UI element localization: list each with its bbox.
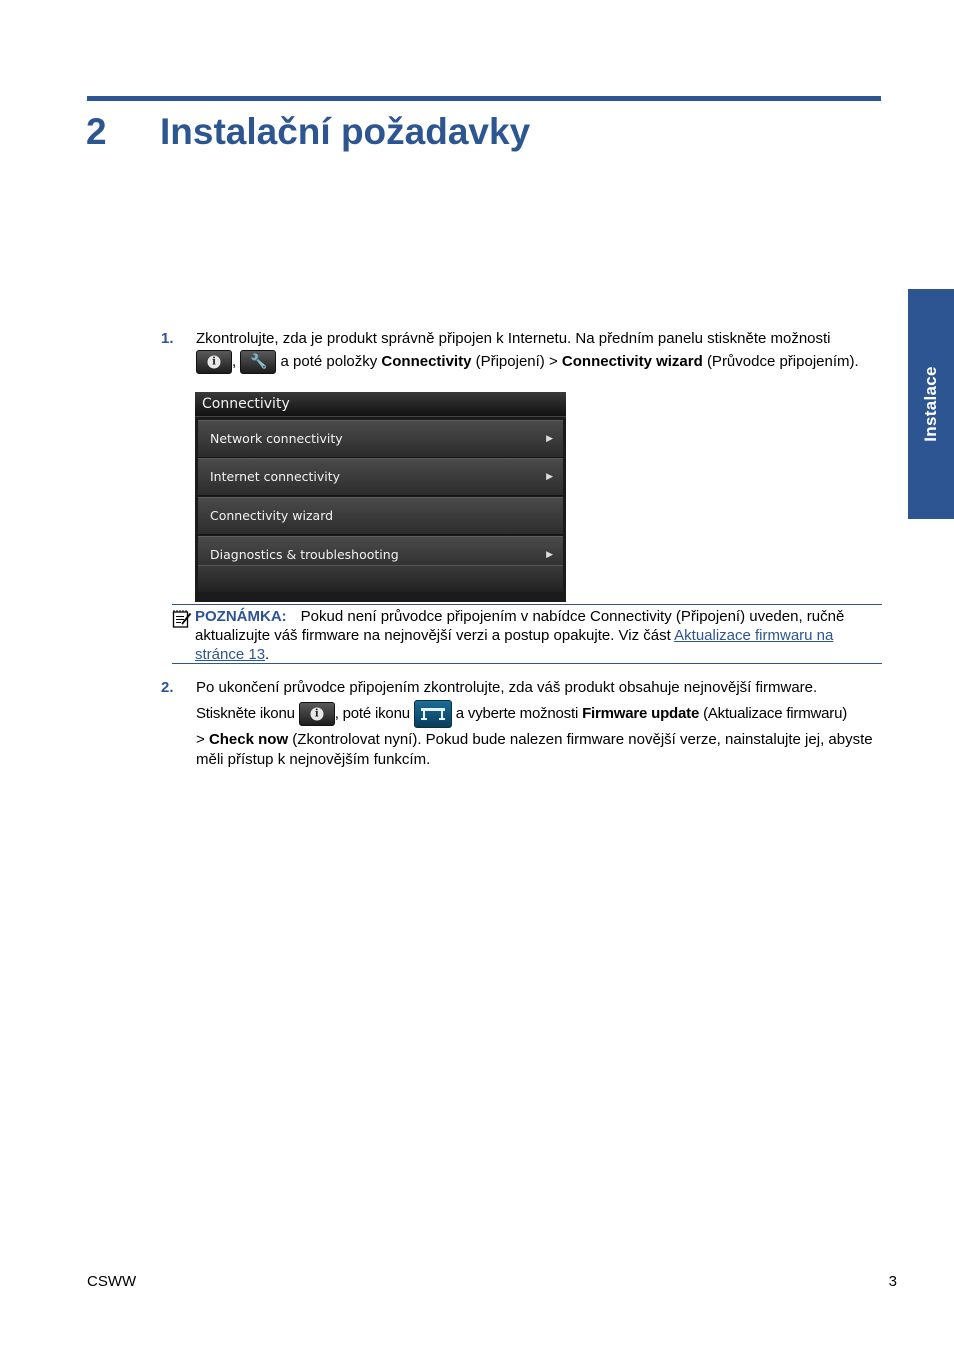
firmware-update-link[interactable]: Aktualizace firmwaru na stránce 13: [195, 627, 834, 663]
menu-name-cz: (Připojení) >: [475, 353, 558, 370]
note-text: [195, 607, 882, 664]
chevron-right-icon: ▶: [546, 550, 553, 560]
note-icon: [172, 609, 192, 629]
step-1: [161, 329, 883, 372]
side-tab[interactable]: [908, 289, 954, 519]
step-body: [196, 329, 883, 372]
footer-left: CSWW: [87, 1273, 137, 1290]
info-button-icon: [196, 350, 232, 374]
note-body: Pokud není průvodce připojením v nabídce Connectivity (Připojení) uveden, ručně aktualizujte váš firmware na nejnovější verzi a postup opakujte. Viz část: [195, 608, 845, 644]
step-body: [196, 678, 883, 770]
info-button-icon: [299, 702, 335, 726]
menu-item-connectivity-wizard[interactable]: [198, 497, 563, 535]
chapter-rule: [87, 96, 881, 101]
info-icon: i: [310, 708, 323, 721]
step-number: 2.: [161, 679, 174, 696]
menu-item-name: Check now: [208, 731, 289, 748]
separator: ,: [232, 353, 237, 370]
wrench-button-icon: [240, 350, 276, 374]
step-text: Zkontrolujte, zda je produkt správně připojen k Internetu. Na předním panelu stiskněte možnosti: [196, 330, 831, 347]
screen-title: Connectivity: [195, 392, 566, 417]
menu-item-label: Network connectivity: [210, 431, 343, 446]
menu-item-network-connectivity[interactable]: [198, 420, 563, 458]
chevron-right-icon: ▶: [546, 472, 553, 482]
menu-item-label: Diagnostics & troubleshooting: [210, 547, 399, 562]
menu-item-name: Connectivity wizard: [561, 353, 703, 370]
note-label: POZNÁMKA:: [195, 608, 287, 625]
step-text: Stiskněte ikonu: [196, 704, 295, 722]
chapter-number: 2: [86, 111, 107, 152]
chevron-right-icon: ▶: [546, 434, 553, 444]
note-box: [172, 604, 882, 664]
step-line-2: [196, 352, 883, 372]
step-text: (Zkontrolovat nyní). Pokud bude nalezen firmware novější verze, nainstalujte jej, abyste měli přístup k nejnovějším funkcím.: [196, 731, 873, 768]
menu-item-label: Connectivity wizard: [210, 508, 334, 523]
step-line-3: [196, 730, 883, 770]
step-number: 1.: [161, 330, 174, 347]
menu-name: Connectivity: [381, 353, 472, 370]
step-2: [161, 678, 883, 770]
printer-icon: [420, 707, 446, 721]
chapter-heading: [86, 108, 530, 156]
step-text: a poté položky: [280, 353, 378, 370]
separator: >: [196, 731, 205, 748]
menu-item-label: Internet connectivity: [210, 469, 341, 484]
step-text: , poté ikonu: [334, 704, 410, 722]
menu-item-internet-connectivity[interactable]: [198, 458, 563, 496]
printer-button-icon: [414, 700, 452, 728]
screen-bottom-bar: [198, 565, 563, 592]
step-text: Po ukončení průvodce připojením zkontrolujte, zda váš produkt obsahuje nejnovější firmware.: [196, 679, 818, 696]
info-icon: i: [208, 356, 221, 369]
page-number: 3: [888, 1273, 897, 1290]
note-end: .: [265, 646, 270, 663]
step-text: a vyberte možnosti: [455, 704, 579, 722]
side-tab-label: Instalace: [921, 366, 940, 442]
menu-item-name-cz: (Průvodce připojením).: [706, 353, 859, 370]
step-line-2: [196, 702, 883, 726]
wrench-icon: 🔧: [250, 354, 268, 371]
chapter-title: Instalační požadavky: [160, 111, 531, 152]
front-panel-screenshot: [195, 392, 566, 602]
menu-item-name: Firmware update: [582, 704, 700, 722]
menu-item-name-cz: (Aktualizace firmwaru): [703, 704, 848, 722]
